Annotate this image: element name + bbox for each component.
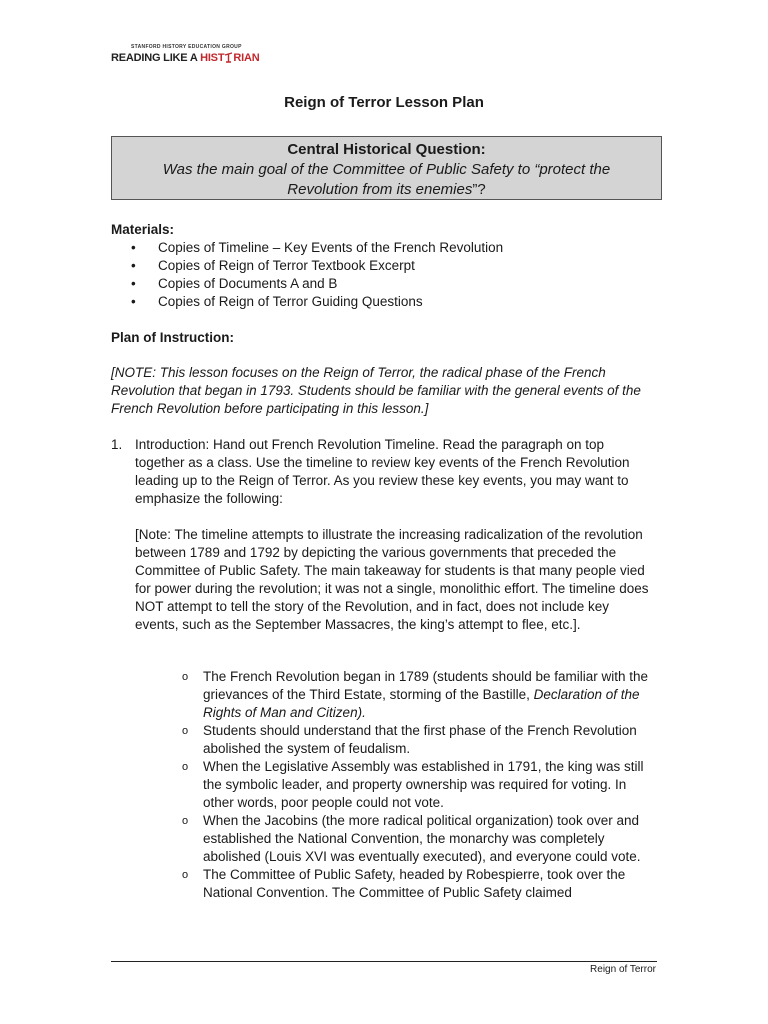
list-item: • Copies of Timeline – Key Events of the French Revolution xyxy=(131,240,504,255)
list-item: o When the Jacobins (the more radical political organization) took over and established the National Convention, the monarchy was completely abolished (Louis XVI was eventually executed), and everyone could vote. xyxy=(182,813,641,864)
materials-section xyxy=(111,221,503,311)
list-item: • Copies of Reign of Terror Textbook Excerpt xyxy=(131,258,415,273)
sub-bullet-icon: o xyxy=(182,815,189,827)
bullet-icon: • xyxy=(131,258,136,273)
list-item: • Copies of Reign of Terror Guiding Questions xyxy=(131,294,423,309)
plan-note: [NOTE: This lesson focuses on the Reign of Terror, the radical phase of the French Revolution that began in 1793. Students should be familiar with the general events of the French Revolution before participating in this lesson.] xyxy=(111,365,641,416)
central-question-line1: Was the main goal of the Committee of Public Safety to “protect the xyxy=(162,161,611,178)
central-question-line2: Revolution from its enemies”? xyxy=(287,181,486,198)
list-item: o When the Legislative Assembly was established in 1791, the king was still the symbolic leader, and property ownership was required for voting. In other words, poor people could not vote. xyxy=(182,759,644,810)
footer-divider xyxy=(111,961,657,962)
central-question-label: Central Historical Question: xyxy=(287,141,486,158)
materials-list xyxy=(111,239,503,311)
list-item: o Students should understand that the first phase of the French Revolution abolished the system of feudalism. xyxy=(182,723,637,756)
list-item: • Copies of Documents A and B xyxy=(131,276,338,291)
list-item: o The Committee of Public Safety, headed by Robespierre, took over the National Convention. The Committee of Public Safety claimed xyxy=(182,867,626,900)
sub-bullet-icon: o xyxy=(182,761,189,773)
logo-subtitle: STANFORD HISTORY EDUCATION GROUP xyxy=(131,44,242,50)
materials-heading: Materials: xyxy=(111,222,175,237)
intro-note: [Note: The timeline attempts to illustrate the increasing radicalization of the revolution between 1789 and 1792 by depicting the various governments that preceded the Committee of Public Safety. The main takeaway for students is that many people vied for power during the revolution; it was not a single, monolithic effort. The timeline does NOT attempt to tell the story of the Revolution, and in fact, does not include key events, such as the September Massacres, the king’s attempt to flee, etc.]. xyxy=(135,527,649,632)
logo-title: READING LIKE A HIST RIAN xyxy=(111,52,260,64)
bullet-icon: • xyxy=(131,276,136,291)
plan-heading: Plan of Instruction: xyxy=(111,330,234,345)
bullet-icon: • xyxy=(131,240,136,255)
intro-text: Introduction: Hand out French Revolution Timeline. Read the paragraph on top together as a class. Use the timeline to review key events of the French Revolution leading up to the Reign of Terror. As you review these key events, you may want to emphasize the following: xyxy=(135,437,630,506)
intro-step xyxy=(111,436,656,634)
sub-bullet-icon: o xyxy=(182,671,189,683)
sub-bullet-icon: o xyxy=(182,869,189,881)
page-title: Reign of Terror Lesson Plan xyxy=(284,94,484,111)
bullet-icon: • xyxy=(131,294,136,309)
central-question-box xyxy=(111,136,662,200)
logo-mark-icon xyxy=(224,52,233,63)
step-number: 1. xyxy=(111,437,123,452)
key-points xyxy=(182,668,652,902)
list-item: o The French Revolution began in 1789 (students should be familiar with the grievances of the Third Estate, storming of the Bastille, Declaration of the Rights of Man and Citizen). xyxy=(182,669,649,720)
logo xyxy=(111,44,259,65)
footer-text: Reign of Terror xyxy=(590,964,656,975)
sub-bullet-icon: o xyxy=(182,725,189,737)
